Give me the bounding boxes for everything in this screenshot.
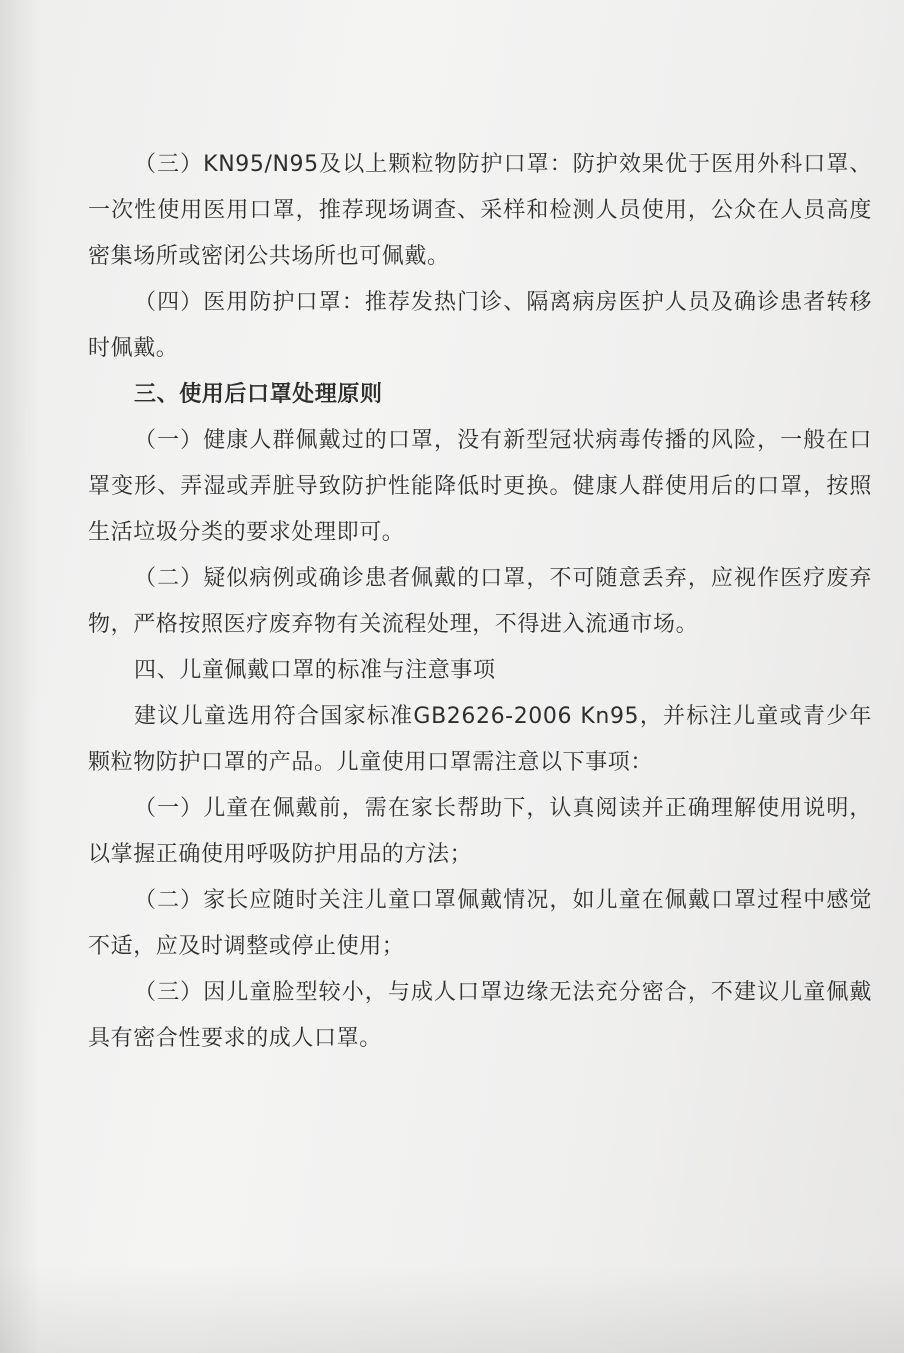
- page-shadow-left: [0, 0, 40, 1353]
- section-4-heading: 四、儿童佩戴口罩的标准与注意事项: [134, 658, 496, 683]
- paragraph-medical-protective-mask: （四）医用防护口罩：推荐发热门诊、隔离病房医护人员及确诊患者转移时佩戴。: [88, 290, 872, 361]
- paragraph-parents-monitor: （二）家长应随时关注儿童口罩佩戴情况，如儿童在佩戴口罩过程中感觉不适，应及时调整或停止使用；: [88, 888, 872, 959]
- paragraph-children-read-instructions: （一）儿童在佩戴前，需在家长帮助下，认真阅读并正确理解使用说明，以掌握正确使用呼吸防护用品的方法；: [88, 796, 872, 867]
- paragraph-suspected-cases-mask-disposal: （二）疑似病例或确诊患者佩戴的口罩，不可随意丢弃，应视作医疗废弃物，严格按照医疗废弃物有关流程处理，不得进入流通市场。: [88, 566, 872, 637]
- paragraph-no-adult-masks: （三）因儿童脸型较小，与成人口罩边缘无法充分密合，不建议儿童佩戴具有密合性要求的成人口罩。: [88, 980, 872, 1051]
- paragraph-children-mask-standard: 建议儿童选用符合国家标准GB2626-2006 Kn95，并标注儿童或青少年颗粒物防护口罩的产品。儿童使用口罩需注意以下事项：: [88, 704, 872, 775]
- page-shadow-bottom: [0, 1263, 904, 1353]
- paragraph-healthy-people-mask-disposal: （一）健康人群佩戴过的口罩，没有新型冠状病毒传播的风险，一般在口罩变形、弄湿或弄脏导致防护性能降低时更换。健康人群使用后的口罩，按照生活垃圾分类的要求处理即可。: [88, 428, 872, 545]
- paragraph-kn95-mask: （三）KN95/N95及以上颗粒物防护口罩：防护效果优于医用外科口罩、一次性使用医用口罩，推荐现场调查、采样和检测人员使用，公众在人员高度密集场所或密闭公共场所也可佩戴。: [88, 152, 872, 269]
- document-body: [88, 142, 872, 1062]
- section-3-heading: 三、使用后口罩处理原则: [134, 382, 383, 407]
